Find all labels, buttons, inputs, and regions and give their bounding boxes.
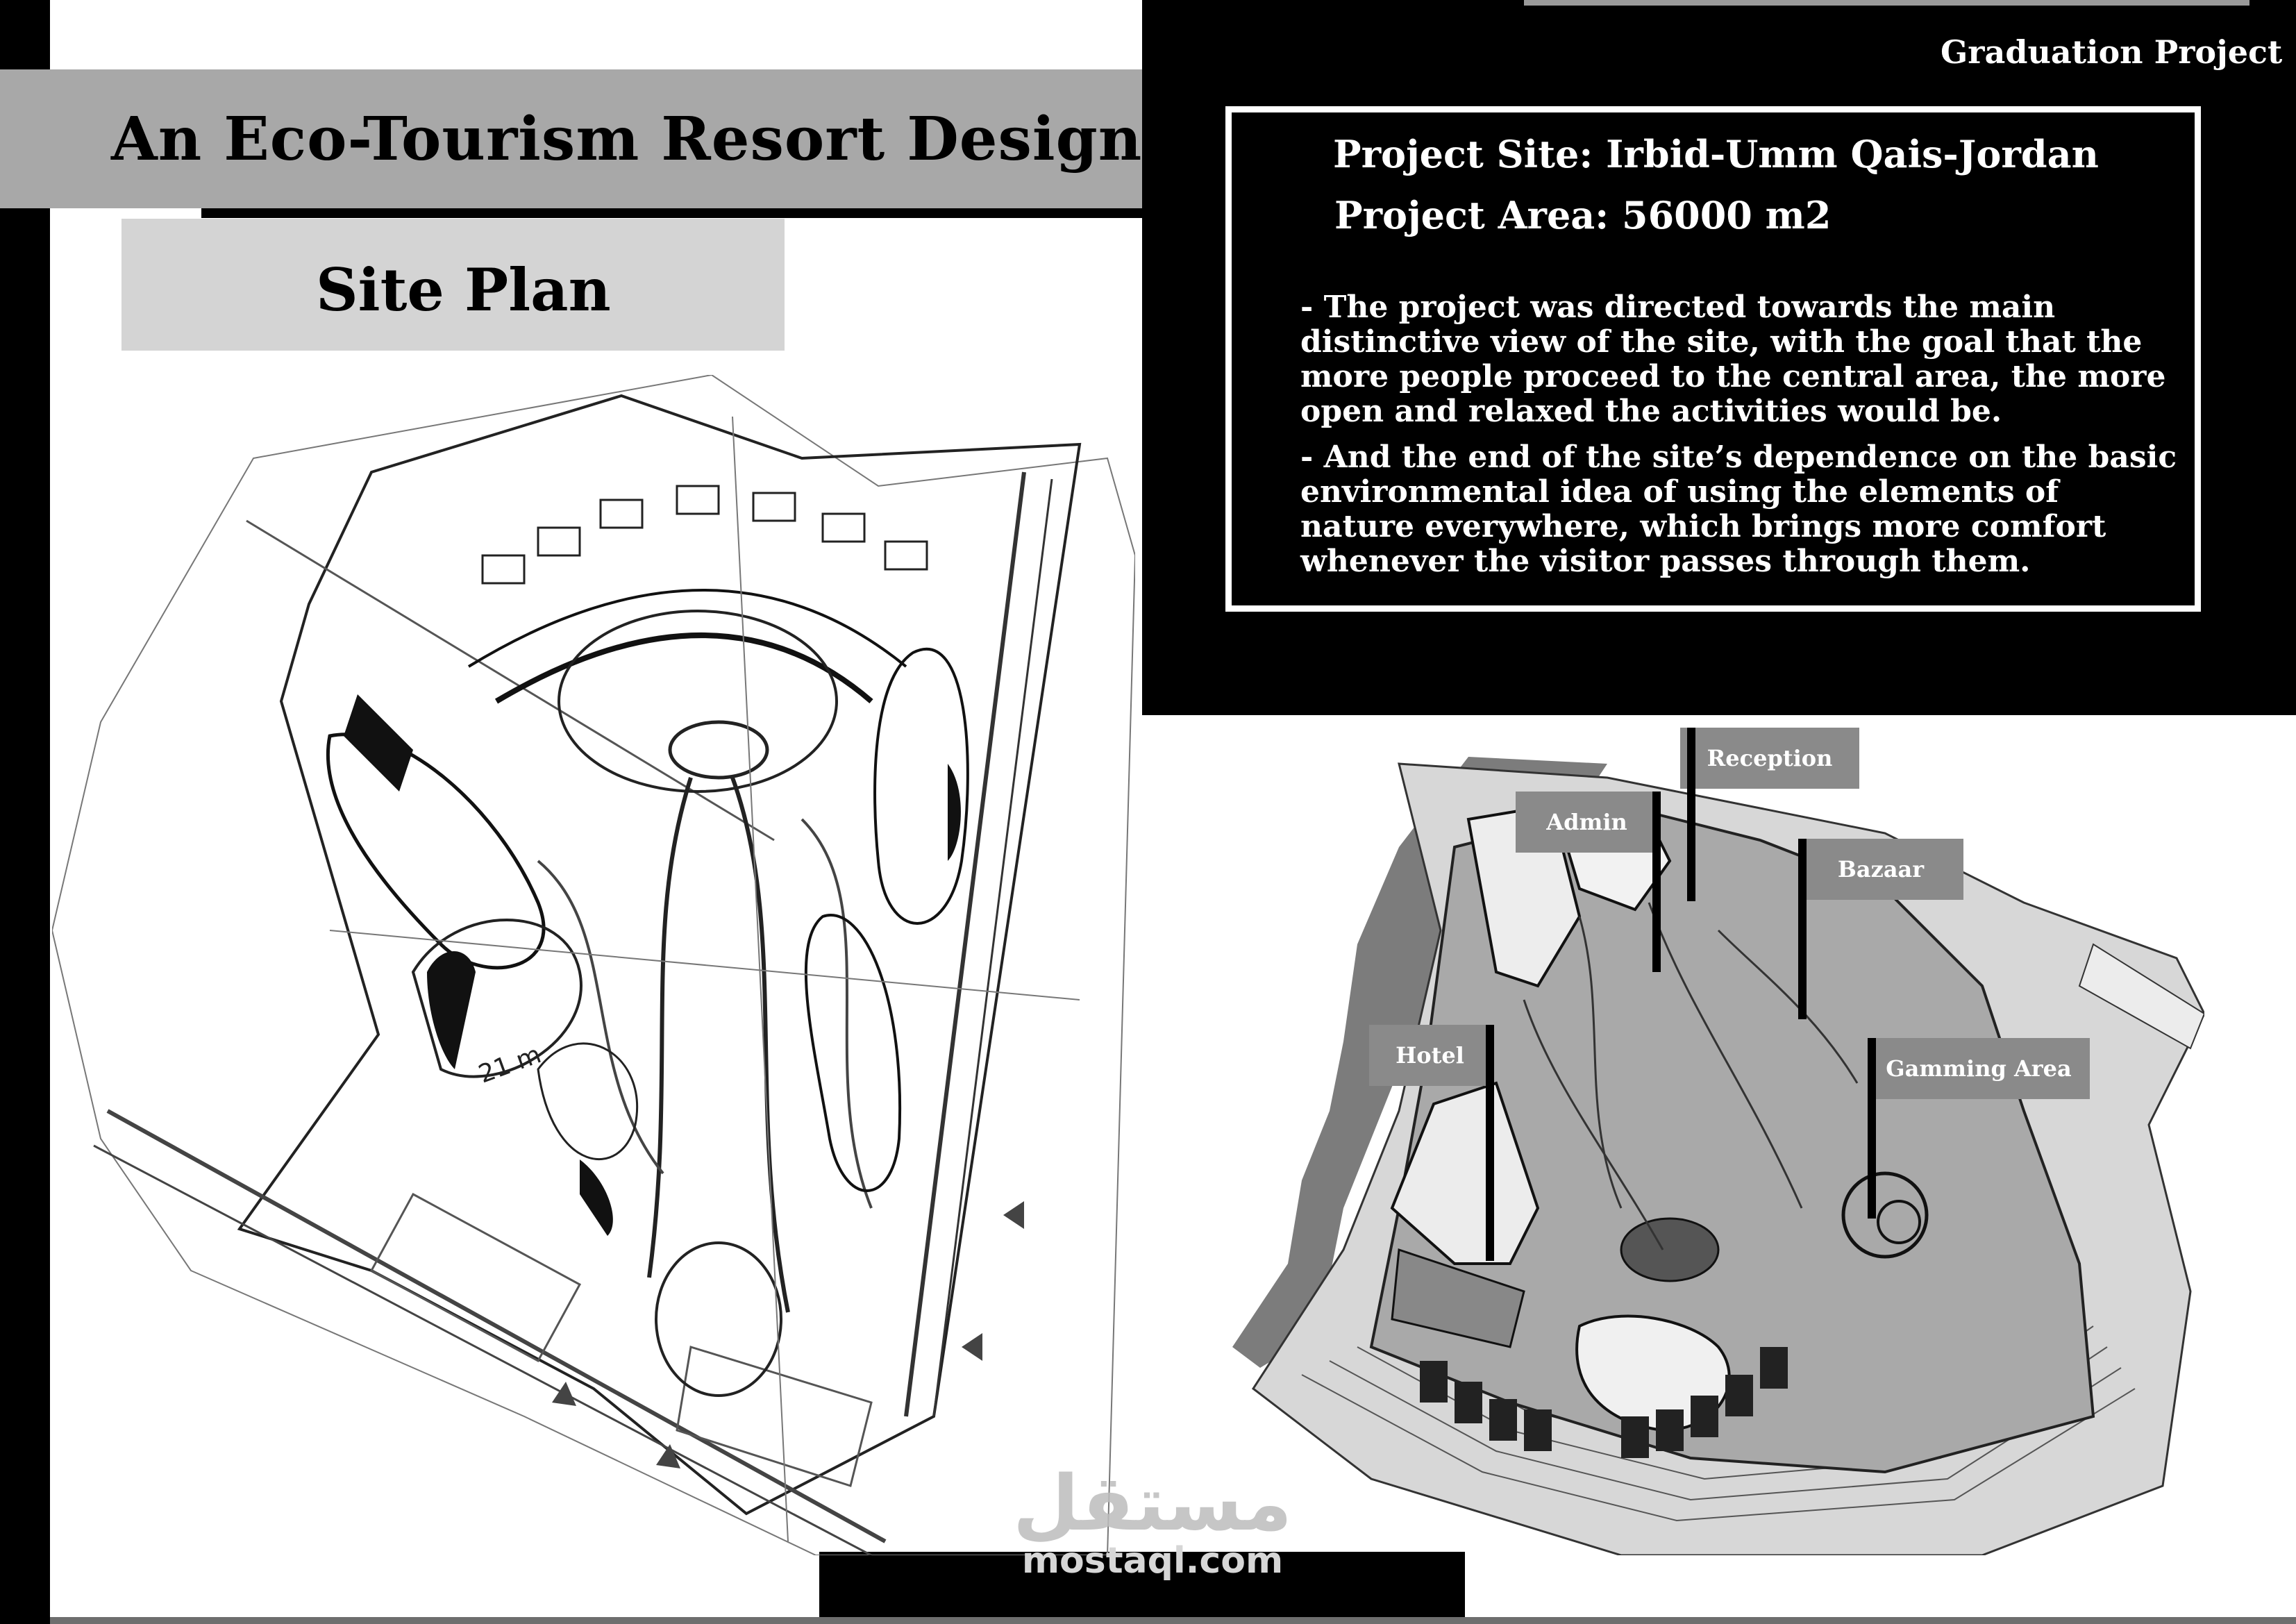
pin-hotel (1486, 1025, 1494, 1261)
project-area-line: Project Area: 56000 m2 (1334, 193, 1832, 237)
watermark-latin: mostaql.com (1021, 1540, 1284, 1582)
watermark-arabic: مستقل (1012, 1459, 1293, 1548)
description-paragraph-1: - The project was directed towards the main distinctive view of the site, with the goal that the more people proceed to the central area, the more open and relaxed the activities would be. (1300, 290, 2166, 429)
site-plan-drawing (52, 375, 1135, 1555)
callout-gaming-area: Gamming Area (1868, 1038, 2090, 1099)
callout-admin: Admin (1516, 792, 1658, 853)
pin-gaming-area (1868, 1038, 1876, 1219)
page-title: An Eco-Tourism Resort Design (111, 104, 1143, 174)
pin-bazaar (1798, 839, 1807, 1019)
callout-bazaar: Bazaar (1798, 839, 1963, 900)
bottom-frame-strip (50, 1617, 2296, 1624)
callout-reception: Reception (1680, 728, 1859, 789)
graduation-project-label: Graduation Project (1941, 33, 2283, 71)
description-paragraph-2: - And the end of the site’s dependence on the basic environmental idea of using the elements of nature everywhere, which brings more comfort whenever the visitor passes through them. (1300, 440, 2177, 579)
pin-reception (1687, 728, 1695, 901)
left-frame-bar (0, 0, 50, 1624)
watermark (1007, 1459, 1298, 1590)
page-subtitle: Site Plan (316, 256, 611, 324)
pin-admin (1652, 792, 1661, 972)
callout-hotel: Hotel (1369, 1025, 1491, 1086)
title-underline (201, 208, 1142, 218)
top-grey-line (1524, 0, 2249, 6)
right-frame-bar (2249, 0, 2296, 715)
project-site-line: Project Site: Irbid-Umm Qais-Jordan (1333, 132, 2099, 176)
aerial-3d-view (1191, 722, 2204, 1555)
dimension-label: 21 m (475, 1040, 545, 1089)
